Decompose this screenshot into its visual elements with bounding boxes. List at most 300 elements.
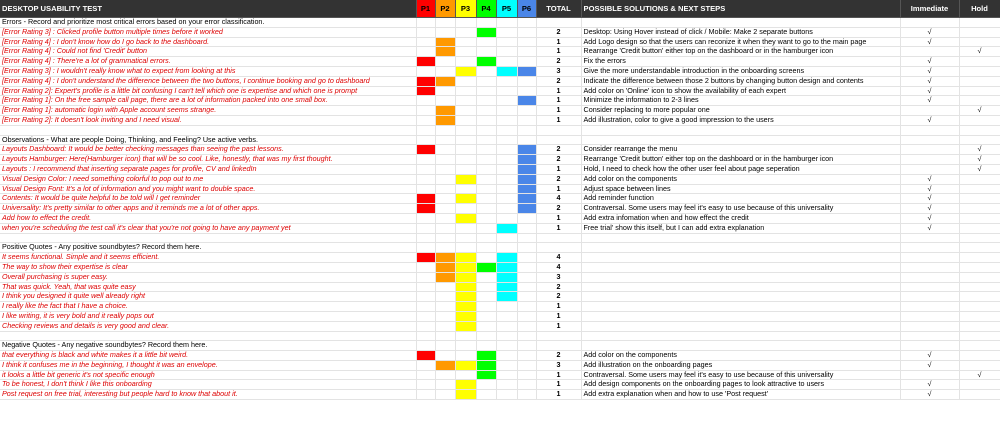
hold-cell[interactable]	[959, 341, 1000, 351]
sheet-title[interactable]: DESKTOP USABILITY TEST	[0, 0, 416, 18]
finding-cell[interactable]: I think you designed it quite well already right	[0, 292, 416, 302]
participant-p5-cell[interactable]	[496, 96, 517, 106]
participant-p1-cell[interactable]	[416, 47, 435, 57]
participant-p4-cell[interactable]	[476, 282, 496, 292]
solution-cell[interactable]	[581, 272, 900, 282]
participant-p3-cell[interactable]	[455, 18, 476, 28]
immediate-cell[interactable]: √	[900, 360, 959, 370]
hold-cell[interactable]	[959, 184, 1000, 194]
participant-p2-cell[interactable]	[435, 155, 455, 165]
participant-p1-cell[interactable]	[416, 262, 435, 272]
total-cell[interactable]	[536, 18, 581, 28]
participant-p3-cell[interactable]	[455, 27, 476, 37]
participant-p3-cell[interactable]	[455, 370, 476, 380]
participant-p5-cell[interactable]	[496, 370, 517, 380]
total-cell[interactable]: 1	[536, 302, 581, 312]
hold-cell[interactable]: √	[959, 145, 1000, 155]
participant-p3-cell[interactable]	[455, 57, 476, 67]
finding-cell[interactable]: [Error Rating 1]: automatic login with Apple account seems strange.	[0, 106, 416, 116]
immediate-cell[interactable]: √	[900, 380, 959, 390]
solution-cell[interactable]: Add extra explanation when and how to use 'Post request'	[581, 390, 900, 400]
participant-p3-cell[interactable]	[455, 135, 476, 145]
immediate-cell[interactable]: √	[900, 184, 959, 194]
participant-p4-cell[interactable]	[476, 292, 496, 302]
participant-p4-cell[interactable]	[476, 204, 496, 214]
participant-p6-cell[interactable]	[517, 155, 536, 165]
solution-cell[interactable]: Rearrange 'Credit button' either top on the dashboard or in the hamburger icon	[581, 47, 900, 57]
participant-p3-cell[interactable]	[455, 331, 476, 341]
finding-cell[interactable]: Post request on free trial, interesting but people hard to know that about it.	[0, 390, 416, 400]
participant-p4-cell[interactable]	[476, 125, 496, 135]
solution-cell[interactable]	[581, 253, 900, 263]
immediate-cell[interactable]: √	[900, 194, 959, 204]
solution-cell[interactable]: Add Logo design so that the users can reconize it when they want to go to the main page	[581, 37, 900, 47]
participant-p1-cell[interactable]	[416, 76, 435, 86]
participant-p2-cell[interactable]	[435, 292, 455, 302]
solution-cell[interactable]: Add illustration, color to give a good impression to the users	[581, 115, 900, 125]
participant-p5-cell[interactable]	[496, 213, 517, 223]
participant-p6-cell[interactable]	[517, 302, 536, 312]
immediate-cell[interactable]: √	[900, 66, 959, 76]
participant-p5-cell[interactable]	[496, 86, 517, 96]
participant-p6-cell[interactable]	[517, 292, 536, 302]
total-cell[interactable]: 1	[536, 370, 581, 380]
total-cell[interactable]: 4	[536, 262, 581, 272]
participant-p6-cell[interactable]	[517, 351, 536, 361]
participant-p2-cell[interactable]	[435, 86, 455, 96]
participant-p5-cell[interactable]	[496, 272, 517, 282]
hold-cell[interactable]	[959, 243, 1000, 253]
participant-p3-cell[interactable]	[455, 302, 476, 312]
immediate-cell[interactable]: √	[900, 223, 959, 233]
finding-cell[interactable]: Overall purchasing is super easy.	[0, 272, 416, 282]
participant-p5-cell[interactable]	[496, 174, 517, 184]
solution-cell[interactable]	[581, 311, 900, 321]
solution-cell[interactable]: Rearrange 'Credit button' either top on the dashboard or in the hamburger icon	[581, 155, 900, 165]
total-cell[interactable]: 1	[536, 380, 581, 390]
participant-p6-cell[interactable]	[517, 213, 536, 223]
finding-cell[interactable]: I like writing, it is very bold and it really pops out	[0, 311, 416, 321]
finding-cell[interactable]	[0, 233, 416, 243]
solution-cell[interactable]: Add color on the components	[581, 351, 900, 361]
participant-p5-cell[interactable]	[496, 390, 517, 400]
finding-cell[interactable]: Layouts : I recommend that inserting separate pages for profile, CV and linkedIn	[0, 164, 416, 174]
solution-cell[interactable]: Add extra infomation when and how effect the credit	[581, 213, 900, 223]
participant-p4-cell[interactable]	[476, 243, 496, 253]
participant-p1-cell[interactable]	[416, 57, 435, 67]
hold-cell[interactable]	[959, 57, 1000, 67]
total-cell[interactable]: 1	[536, 311, 581, 321]
participant-p4-cell[interactable]	[476, 272, 496, 282]
participant-p2-cell[interactable]	[435, 125, 455, 135]
finding-cell[interactable]: [Error Rating 2]: It doesn't look inviting and I need visual.	[0, 115, 416, 125]
finding-cell[interactable]: I really like the fact that I have a choice.	[0, 302, 416, 312]
participant-p3-cell[interactable]	[455, 47, 476, 57]
participant-p1-cell[interactable]	[416, 135, 435, 145]
participant-p6-cell[interactable]	[517, 174, 536, 184]
section-title[interactable]: Negative Quotes - Any negative soundbytes? Record them here.	[0, 341, 416, 351]
participant-p5-cell[interactable]	[496, 76, 517, 86]
participant-p5-cell[interactable]	[496, 262, 517, 272]
participant-p3-cell[interactable]	[455, 106, 476, 116]
participant-p5-cell[interactable]	[496, 321, 517, 331]
hold-cell[interactable]	[959, 321, 1000, 331]
header-solutions[interactable]: POSSIBLE SOLUTIONS & NEXT STEPS	[581, 0, 900, 18]
participant-p6-cell[interactable]	[517, 47, 536, 57]
participant-p3-cell[interactable]	[455, 184, 476, 194]
total-cell[interactable]	[536, 135, 581, 145]
participant-p2-cell[interactable]	[435, 253, 455, 263]
participant-p2-cell[interactable]	[435, 243, 455, 253]
participant-p6-cell[interactable]	[517, 243, 536, 253]
immediate-cell[interactable]	[900, 106, 959, 116]
participant-p4-cell[interactable]	[476, 66, 496, 76]
solution-cell[interactable]: Consider rearrange the menu	[581, 145, 900, 155]
participant-p5-cell[interactable]	[496, 115, 517, 125]
total-cell[interactable]: 1	[536, 115, 581, 125]
participant-p4-cell[interactable]	[476, 57, 496, 67]
participant-p6-cell[interactable]	[517, 115, 536, 125]
total-cell[interactable]: 1	[536, 184, 581, 194]
solution-cell[interactable]	[581, 125, 900, 135]
hold-cell[interactable]	[959, 86, 1000, 96]
participant-p4-cell[interactable]	[476, 370, 496, 380]
participant-p4-cell[interactable]	[476, 194, 496, 204]
participant-p6-cell[interactable]	[517, 282, 536, 292]
hold-cell[interactable]	[959, 331, 1000, 341]
participant-p1-cell[interactable]	[416, 184, 435, 194]
participant-p6-cell[interactable]	[517, 76, 536, 86]
solution-cell[interactable]: Add color on the components	[581, 174, 900, 184]
total-cell[interactable]: 2	[536, 76, 581, 86]
immediate-cell[interactable]: √	[900, 115, 959, 125]
immediate-cell[interactable]	[900, 272, 959, 282]
immediate-cell[interactable]	[900, 370, 959, 380]
total-cell[interactable]: 1	[536, 223, 581, 233]
participant-p5-cell[interactable]	[496, 282, 517, 292]
finding-cell[interactable]: [Error Rating 4] : I don't understand the difference between the two buttons, I continue booking and go to dashboard	[0, 76, 416, 86]
participant-p6-cell[interactable]	[517, 253, 536, 263]
participant-p6-cell[interactable]	[517, 360, 536, 370]
participant-p3-cell[interactable]	[455, 282, 476, 292]
participant-p2-cell[interactable]	[435, 194, 455, 204]
finding-cell[interactable]: Add how to effect the credit.	[0, 213, 416, 223]
immediate-cell[interactable]: √	[900, 76, 959, 86]
participant-p6-cell[interactable]	[517, 390, 536, 400]
solution-cell[interactable]: Contraversal. Some users may feel it's easy to use because of this universality	[581, 370, 900, 380]
participant-p3-cell[interactable]	[455, 351, 476, 361]
participant-p3-cell[interactable]	[455, 164, 476, 174]
participant-p6-cell[interactable]	[517, 223, 536, 233]
hold-cell[interactable]	[959, 292, 1000, 302]
participant-p2-cell[interactable]	[435, 262, 455, 272]
participant-p1-cell[interactable]	[416, 380, 435, 390]
participant-p1-cell[interactable]	[416, 331, 435, 341]
participant-p6-cell[interactable]	[517, 321, 536, 331]
participant-p5-cell[interactable]	[496, 57, 517, 67]
participant-p3-cell[interactable]	[455, 204, 476, 214]
hold-cell[interactable]	[959, 302, 1000, 312]
participant-p5-cell[interactable]	[496, 243, 517, 253]
solution-cell[interactable]: Add reminder function	[581, 194, 900, 204]
immediate-cell[interactable]: √	[900, 86, 959, 96]
participant-p1-cell[interactable]	[416, 360, 435, 370]
participant-p1-cell[interactable]	[416, 27, 435, 37]
total-cell[interactable]: 3	[536, 272, 581, 282]
immediate-cell[interactable]: √	[900, 213, 959, 223]
participant-p1-cell[interactable]	[416, 292, 435, 302]
participant-p6-cell[interactable]	[517, 57, 536, 67]
participant-p3-cell[interactable]	[455, 311, 476, 321]
participant-p5-cell[interactable]	[496, 341, 517, 351]
participant-p4-cell[interactable]	[476, 86, 496, 96]
participant-p2-cell[interactable]	[435, 223, 455, 233]
participant-p1-cell[interactable]	[416, 86, 435, 96]
participant-p6-cell[interactable]	[517, 194, 536, 204]
finding-cell[interactable]: Contents: It would be quite helpful to be told will I get reminder	[0, 194, 416, 204]
participant-p2-cell[interactable]	[435, 57, 455, 67]
participant-p4-cell[interactable]	[476, 164, 496, 174]
finding-cell[interactable]: [Error Rating 2]: Expert's profile is a little bit confusing I can't tell which one is expertise and which one is prompt	[0, 86, 416, 96]
immediate-cell[interactable]: √	[900, 174, 959, 184]
participant-p1-cell[interactable]	[416, 253, 435, 263]
participant-p6-cell[interactable]	[517, 106, 536, 116]
solution-cell[interactable]: Add design components on the onboarding pages to look attractive to users	[581, 380, 900, 390]
immediate-cell[interactable]: √	[900, 96, 959, 106]
hold-cell[interactable]	[959, 115, 1000, 125]
hold-cell[interactable]	[959, 27, 1000, 37]
participant-p3-cell[interactable]	[455, 96, 476, 106]
solution-cell[interactable]	[581, 302, 900, 312]
participant-p4-cell[interactable]	[476, 37, 496, 47]
participant-p2-cell[interactable]	[435, 76, 455, 86]
finding-cell[interactable]: when you're scheduling the test call it's clear that you're not going to have any payment yet	[0, 223, 416, 233]
participant-p5-cell[interactable]	[496, 135, 517, 145]
participant-p1-cell[interactable]	[416, 223, 435, 233]
total-cell[interactable]	[536, 243, 581, 253]
participant-p3-cell[interactable]	[455, 37, 476, 47]
participant-p1-cell[interactable]	[416, 311, 435, 321]
header-p1[interactable]: P1	[416, 0, 435, 18]
finding-cell[interactable]: That was quick. Yeah, that was quite easy	[0, 282, 416, 292]
immediate-cell[interactable]	[900, 331, 959, 341]
participant-p1-cell[interactable]	[416, 18, 435, 28]
solution-cell[interactable]	[581, 18, 900, 28]
total-cell[interactable]: 1	[536, 164, 581, 174]
participant-p5-cell[interactable]	[496, 223, 517, 233]
participant-p4-cell[interactable]	[476, 76, 496, 86]
participant-p6-cell[interactable]	[517, 370, 536, 380]
participant-p1-cell[interactable]	[416, 204, 435, 214]
hold-cell[interactable]	[959, 390, 1000, 400]
hold-cell[interactable]: √	[959, 370, 1000, 380]
participant-p2-cell[interactable]	[435, 27, 455, 37]
immediate-cell[interactable]	[900, 145, 959, 155]
participant-p6-cell[interactable]	[517, 204, 536, 214]
immediate-cell[interactable]: √	[900, 204, 959, 214]
participant-p6-cell[interactable]	[517, 164, 536, 174]
hold-cell[interactable]	[959, 360, 1000, 370]
solution-cell[interactable]	[581, 292, 900, 302]
participant-p3-cell[interactable]	[455, 292, 476, 302]
finding-cell[interactable]: To be honest, I don't think I like this onboarding	[0, 380, 416, 390]
immediate-cell[interactable]	[900, 164, 959, 174]
total-cell[interactable]: 2	[536, 282, 581, 292]
hold-cell[interactable]	[959, 253, 1000, 263]
total-cell[interactable]: 1	[536, 47, 581, 57]
hold-cell[interactable]: √	[959, 106, 1000, 116]
immediate-cell[interactable]	[900, 18, 959, 28]
finding-cell[interactable]: Visual Design Color: I need something colorful to pop out to me	[0, 174, 416, 184]
participant-p6-cell[interactable]	[517, 18, 536, 28]
total-cell[interactable]: 2	[536, 351, 581, 361]
participant-p4-cell[interactable]	[476, 321, 496, 331]
participant-p1-cell[interactable]	[416, 302, 435, 312]
participant-p1-cell[interactable]	[416, 174, 435, 184]
total-cell[interactable]: 1	[536, 213, 581, 223]
participant-p5-cell[interactable]	[496, 37, 517, 47]
participant-p2-cell[interactable]	[435, 174, 455, 184]
participant-p1-cell[interactable]	[416, 390, 435, 400]
participant-p5-cell[interactable]	[496, 380, 517, 390]
hold-cell[interactable]	[959, 282, 1000, 292]
immediate-cell[interactable]	[900, 311, 959, 321]
participant-p2-cell[interactable]	[435, 184, 455, 194]
participant-p1-cell[interactable]	[416, 321, 435, 331]
participant-p4-cell[interactable]	[476, 331, 496, 341]
participant-p2-cell[interactable]	[435, 204, 455, 214]
participant-p1-cell[interactable]	[416, 233, 435, 243]
total-cell[interactable]: 2	[536, 155, 581, 165]
hold-cell[interactable]	[959, 311, 1000, 321]
solution-cell[interactable]: Fix the errors	[581, 57, 900, 67]
hold-cell[interactable]	[959, 233, 1000, 243]
total-cell[interactable]	[536, 233, 581, 243]
participant-p2-cell[interactable]	[435, 311, 455, 321]
participant-p6-cell[interactable]	[517, 27, 536, 37]
hold-cell[interactable]	[959, 37, 1000, 47]
finding-cell[interactable]: Layouts Dashboard: It would be better checking messages than seeing the past lessons.	[0, 145, 416, 155]
participant-p5-cell[interactable]	[496, 292, 517, 302]
participant-p6-cell[interactable]	[517, 86, 536, 96]
participant-p2-cell[interactable]	[435, 164, 455, 174]
total-cell[interactable]: 2	[536, 27, 581, 37]
participant-p5-cell[interactable]	[496, 125, 517, 135]
participant-p1-cell[interactable]	[416, 272, 435, 282]
participant-p6-cell[interactable]	[517, 66, 536, 76]
participant-p4-cell[interactable]	[476, 106, 496, 116]
participant-p5-cell[interactable]	[496, 27, 517, 37]
total-cell[interactable]: 1	[536, 321, 581, 331]
header-p3[interactable]: P3	[455, 0, 476, 18]
total-cell[interactable]: 4	[536, 194, 581, 204]
participant-p1-cell[interactable]	[416, 106, 435, 116]
total-cell[interactable]: 3	[536, 66, 581, 76]
finding-cell[interactable]: [Error Rating 4] : Could not find 'Credit' button	[0, 47, 416, 57]
participant-p3-cell[interactable]	[455, 253, 476, 263]
header-p6[interactable]: P6	[517, 0, 536, 18]
participant-p5-cell[interactable]	[496, 360, 517, 370]
solution-cell[interactable]: Contraversal. Some users may feel it's easy to use because of this universality	[581, 204, 900, 214]
hold-cell[interactable]	[959, 262, 1000, 272]
participant-p4-cell[interactable]	[476, 115, 496, 125]
immediate-cell[interactable]: √	[900, 57, 959, 67]
participant-p3-cell[interactable]	[455, 76, 476, 86]
participant-p2-cell[interactable]	[435, 66, 455, 76]
participant-p4-cell[interactable]	[476, 213, 496, 223]
participant-p6-cell[interactable]	[517, 341, 536, 351]
immediate-cell[interactable]	[900, 321, 959, 331]
total-cell[interactable]: 2	[536, 145, 581, 155]
participant-p3-cell[interactable]	[455, 380, 476, 390]
participant-p4-cell[interactable]	[476, 233, 496, 243]
participant-p2-cell[interactable]	[435, 370, 455, 380]
hold-cell[interactable]	[959, 204, 1000, 214]
finding-cell[interactable]: It seems functional. Simple and it seems efficient.	[0, 253, 416, 263]
participant-p1-cell[interactable]	[416, 213, 435, 223]
hold-cell[interactable]	[959, 174, 1000, 184]
hold-cell[interactable]: √	[959, 155, 1000, 165]
participant-p4-cell[interactable]	[476, 155, 496, 165]
immediate-cell[interactable]	[900, 253, 959, 263]
participant-p3-cell[interactable]	[455, 390, 476, 400]
participant-p4-cell[interactable]	[476, 135, 496, 145]
immediate-cell[interactable]	[900, 47, 959, 57]
total-cell[interactable]: 4	[536, 253, 581, 263]
solution-cell[interactable]: Minimize the information to 2-3 lines	[581, 96, 900, 106]
total-cell[interactable]: 2	[536, 57, 581, 67]
solution-cell[interactable]	[581, 321, 900, 331]
finding-cell[interactable]: that everything is black and white makes it a little bit weird.	[0, 351, 416, 361]
participant-p1-cell[interactable]	[416, 66, 435, 76]
participant-p1-cell[interactable]	[416, 37, 435, 47]
hold-cell[interactable]	[959, 380, 1000, 390]
participant-p1-cell[interactable]	[416, 125, 435, 135]
participant-p3-cell[interactable]	[455, 360, 476, 370]
participant-p4-cell[interactable]	[476, 184, 496, 194]
finding-cell[interactable]: Layouts Hamburger: Here(Hamburger icon) that will be so cool. Like, honestly, that was my first thought.	[0, 155, 416, 165]
hold-cell[interactable]	[959, 223, 1000, 233]
finding-cell[interactable]: [Error Rating 4] : There're a lot of grammatical errors.	[0, 57, 416, 67]
header-p4[interactable]: P4	[476, 0, 496, 18]
participant-p2-cell[interactable]	[435, 135, 455, 145]
participant-p5-cell[interactable]	[496, 253, 517, 263]
total-cell[interactable]: 1	[536, 37, 581, 47]
hold-cell[interactable]	[959, 194, 1000, 204]
participant-p6-cell[interactable]	[517, 184, 536, 194]
participant-p2-cell[interactable]	[435, 390, 455, 400]
participant-p2-cell[interactable]	[435, 37, 455, 47]
hold-cell[interactable]	[959, 351, 1000, 361]
participant-p3-cell[interactable]	[455, 213, 476, 223]
total-cell[interactable]: 2	[536, 204, 581, 214]
participant-p4-cell[interactable]	[476, 223, 496, 233]
participant-p5-cell[interactable]	[496, 311, 517, 321]
hold-cell[interactable]	[959, 96, 1000, 106]
participant-p1-cell[interactable]	[416, 96, 435, 106]
immediate-cell[interactable]	[900, 341, 959, 351]
solution-cell[interactable]: Hold, I need to check how the other user feel about page seperation	[581, 164, 900, 174]
participant-p1-cell[interactable]	[416, 243, 435, 253]
participant-p6-cell[interactable]	[517, 37, 536, 47]
participant-p6-cell[interactable]	[517, 380, 536, 390]
header-hold[interactable]: Hold	[959, 0, 1000, 18]
solution-cell[interactable]	[581, 282, 900, 292]
participant-p2-cell[interactable]	[435, 282, 455, 292]
participant-p6-cell[interactable]	[517, 272, 536, 282]
solution-cell[interactable]: Desktop: Using Hover instead of click / Mobile: Make 2 separate buttons	[581, 27, 900, 37]
finding-cell[interactable]: Checking reviews and details is very good and clear.	[0, 321, 416, 331]
